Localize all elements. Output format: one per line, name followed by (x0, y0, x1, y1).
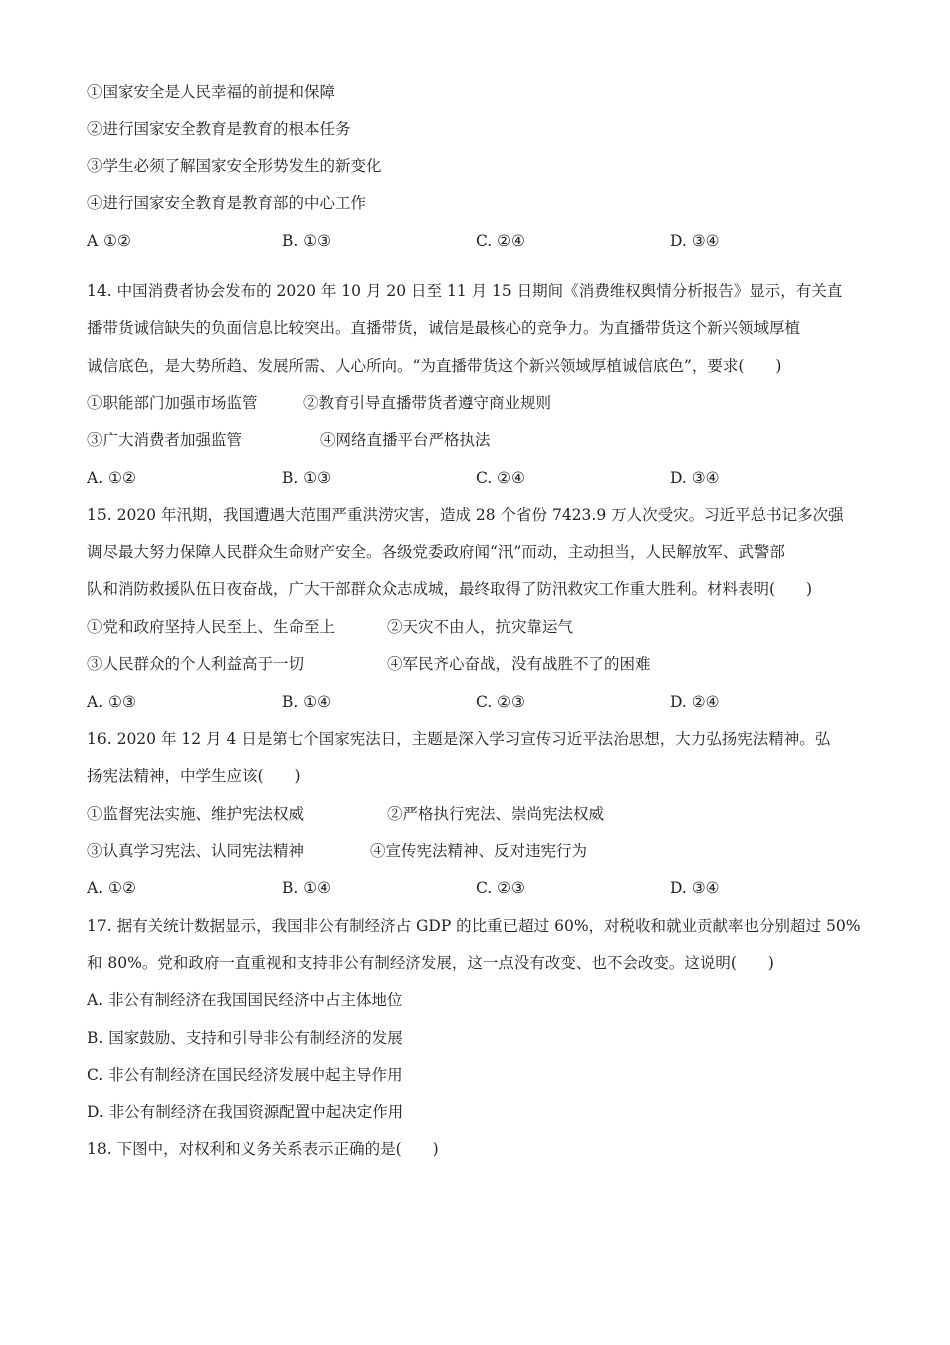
q14-option-a[interactable]: A. ①② (87, 469, 136, 487)
q18-stem-line-1: 18. 下图中，对权利和义务关系表示正确的是( ) (87, 1140, 439, 1158)
q15-item-1: ①党和政府坚持人民至上、生命至上 (87, 618, 336, 636)
q16-option-b[interactable]: B. ①④ (282, 879, 332, 897)
q16-item-4: ④宣传宪法精神、反对违宪行为 (370, 842, 588, 860)
q15-stem-line-2: 调尽最大努力保障人民群众生命财产安全。各级党委政府闻“汛”而动，主动担当，人民解放军、武警部 (87, 543, 785, 561)
q17-stem-line-1: 17. 据有关统计数据显示，我国非公有制经济占 GDP 的比重已超过 60%，对税收和就业贡献率也分别超过 50% (87, 917, 861, 935)
q15-options (87, 692, 867, 712)
q14-option-b[interactable]: B. ①③ (282, 469, 332, 487)
q15-stem-line-3: 队和消防救援队伍日夜奋战，广大干部群众众志成城，最终取得了防汛救灾工作重大胜利。材料表明( ) (87, 580, 813, 598)
q15-item-2: ②天灾不由人，抗灾靠运气 (387, 618, 574, 636)
q16-options (87, 878, 867, 898)
q13-option-b[interactable]: B. ①③ (282, 232, 332, 250)
q16-stem-line-2: 扬宪法精神，中学生应该( ) (87, 767, 301, 785)
q16-option-a[interactable]: A. ①② (87, 879, 136, 897)
q15-option-d[interactable]: D. ②④ (670, 693, 720, 711)
q16-option-d[interactable]: D. ③④ (670, 879, 720, 897)
q13-option-d[interactable]: D. ③④ (670, 232, 720, 250)
q16-item-2: ②严格执行宪法、崇尚宪法权威 (387, 805, 605, 823)
q14-stem-line-1: 14. 中国消费者协会发布的 2020 年 10 月 20 日至 11 月 15 日期间《消费维权舆情分析报告》显示，有关直 (87, 282, 843, 300)
q14-stem-line-2: 播带货诚信缺失的负面信息比较突出。直播带货，诚信是最核心的竞争力。为直播带货这个新兴领域厚植 (87, 319, 801, 337)
q14-item-2: ②教育引导直播带货者遵守商业规则 (303, 394, 552, 412)
q17-stem-line-2: 和 80%。党和政府一直重视和支持非公有制经济发展，这一点没有改变、也不会改变。这说明( ) (87, 954, 774, 972)
q15-item-3: ③人民群众的个人利益高于一切 (87, 655, 305, 673)
q17-option-c[interactable]: C. 非公有制经济在国民经济发展中起主导作用 (87, 1066, 403, 1084)
q16-item-1: ①监督宪法实施、维护宪法权威 (87, 805, 305, 823)
q13-item-1: ①国家安全是人民幸福的前提和保障 (87, 83, 336, 101)
q14-option-d[interactable]: D. ③④ (670, 469, 720, 487)
q14-stem-line-3: 诚信底色，是大势所趋、发展所需、人心所向。“为直播带货这个新兴领域厚植诚信底色”，要求( ) (87, 357, 782, 375)
q14-item-1: ①职能部门加强市场监管 (87, 394, 258, 412)
q14-options (87, 468, 867, 488)
q16-option-c[interactable]: C. ②③ (476, 879, 525, 897)
q15-item-4: ④军民齐心奋战，没有战胜不了的困难 (387, 655, 651, 673)
q16-stem-line-1: 16. 2020 年 12 月 4 日是第七个国家宪法日，主题是深入学习宣传习近平法治思想，大力弘扬宪法精神。弘 (87, 730, 831, 748)
q13-option-c[interactable]: C. ②④ (476, 232, 525, 250)
q14-option-c[interactable]: C. ②④ (476, 469, 525, 487)
q13-item-3: ③学生必须了解国家安全形势发生的新变化 (87, 157, 382, 175)
q15-stem-line-1: 15. 2020 年汛期，我国遭遇大范围严重洪涝灾害，造成 28 个省份 7423.9 万人次受灾。习近平总书记多次强 (87, 506, 844, 524)
q15-option-c[interactable]: C. ②③ (476, 693, 525, 711)
q15-option-a[interactable]: A. ①③ (87, 693, 136, 711)
q13-item-2: ②进行国家安全教育是教育的根本任务 (87, 120, 351, 138)
q15-option-b[interactable]: B. ①④ (282, 693, 332, 711)
q13-option-a[interactable]: A ①② (87, 232, 131, 250)
q14-item-3: ③广大消费者加强监管 (87, 431, 243, 449)
q16-item-3: ③认真学习宪法、认同宪法精神 (87, 842, 305, 860)
q13-options (87, 231, 867, 251)
q13-item-4: ④进行国家安全教育是教育部的中心工作 (87, 194, 367, 212)
q14-item-4: ④网络直播平台严格执法 (320, 431, 491, 449)
q17-option-a[interactable]: A. 非公有制经济在我国国民经济中占主体地位 (87, 991, 403, 1009)
q17-option-d[interactable]: D. 非公有制经济在我国资源配置中起决定作用 (87, 1103, 404, 1121)
q17-option-b[interactable]: B. 国家鼓励、支持和引导非公有制经济的发展 (87, 1029, 403, 1047)
